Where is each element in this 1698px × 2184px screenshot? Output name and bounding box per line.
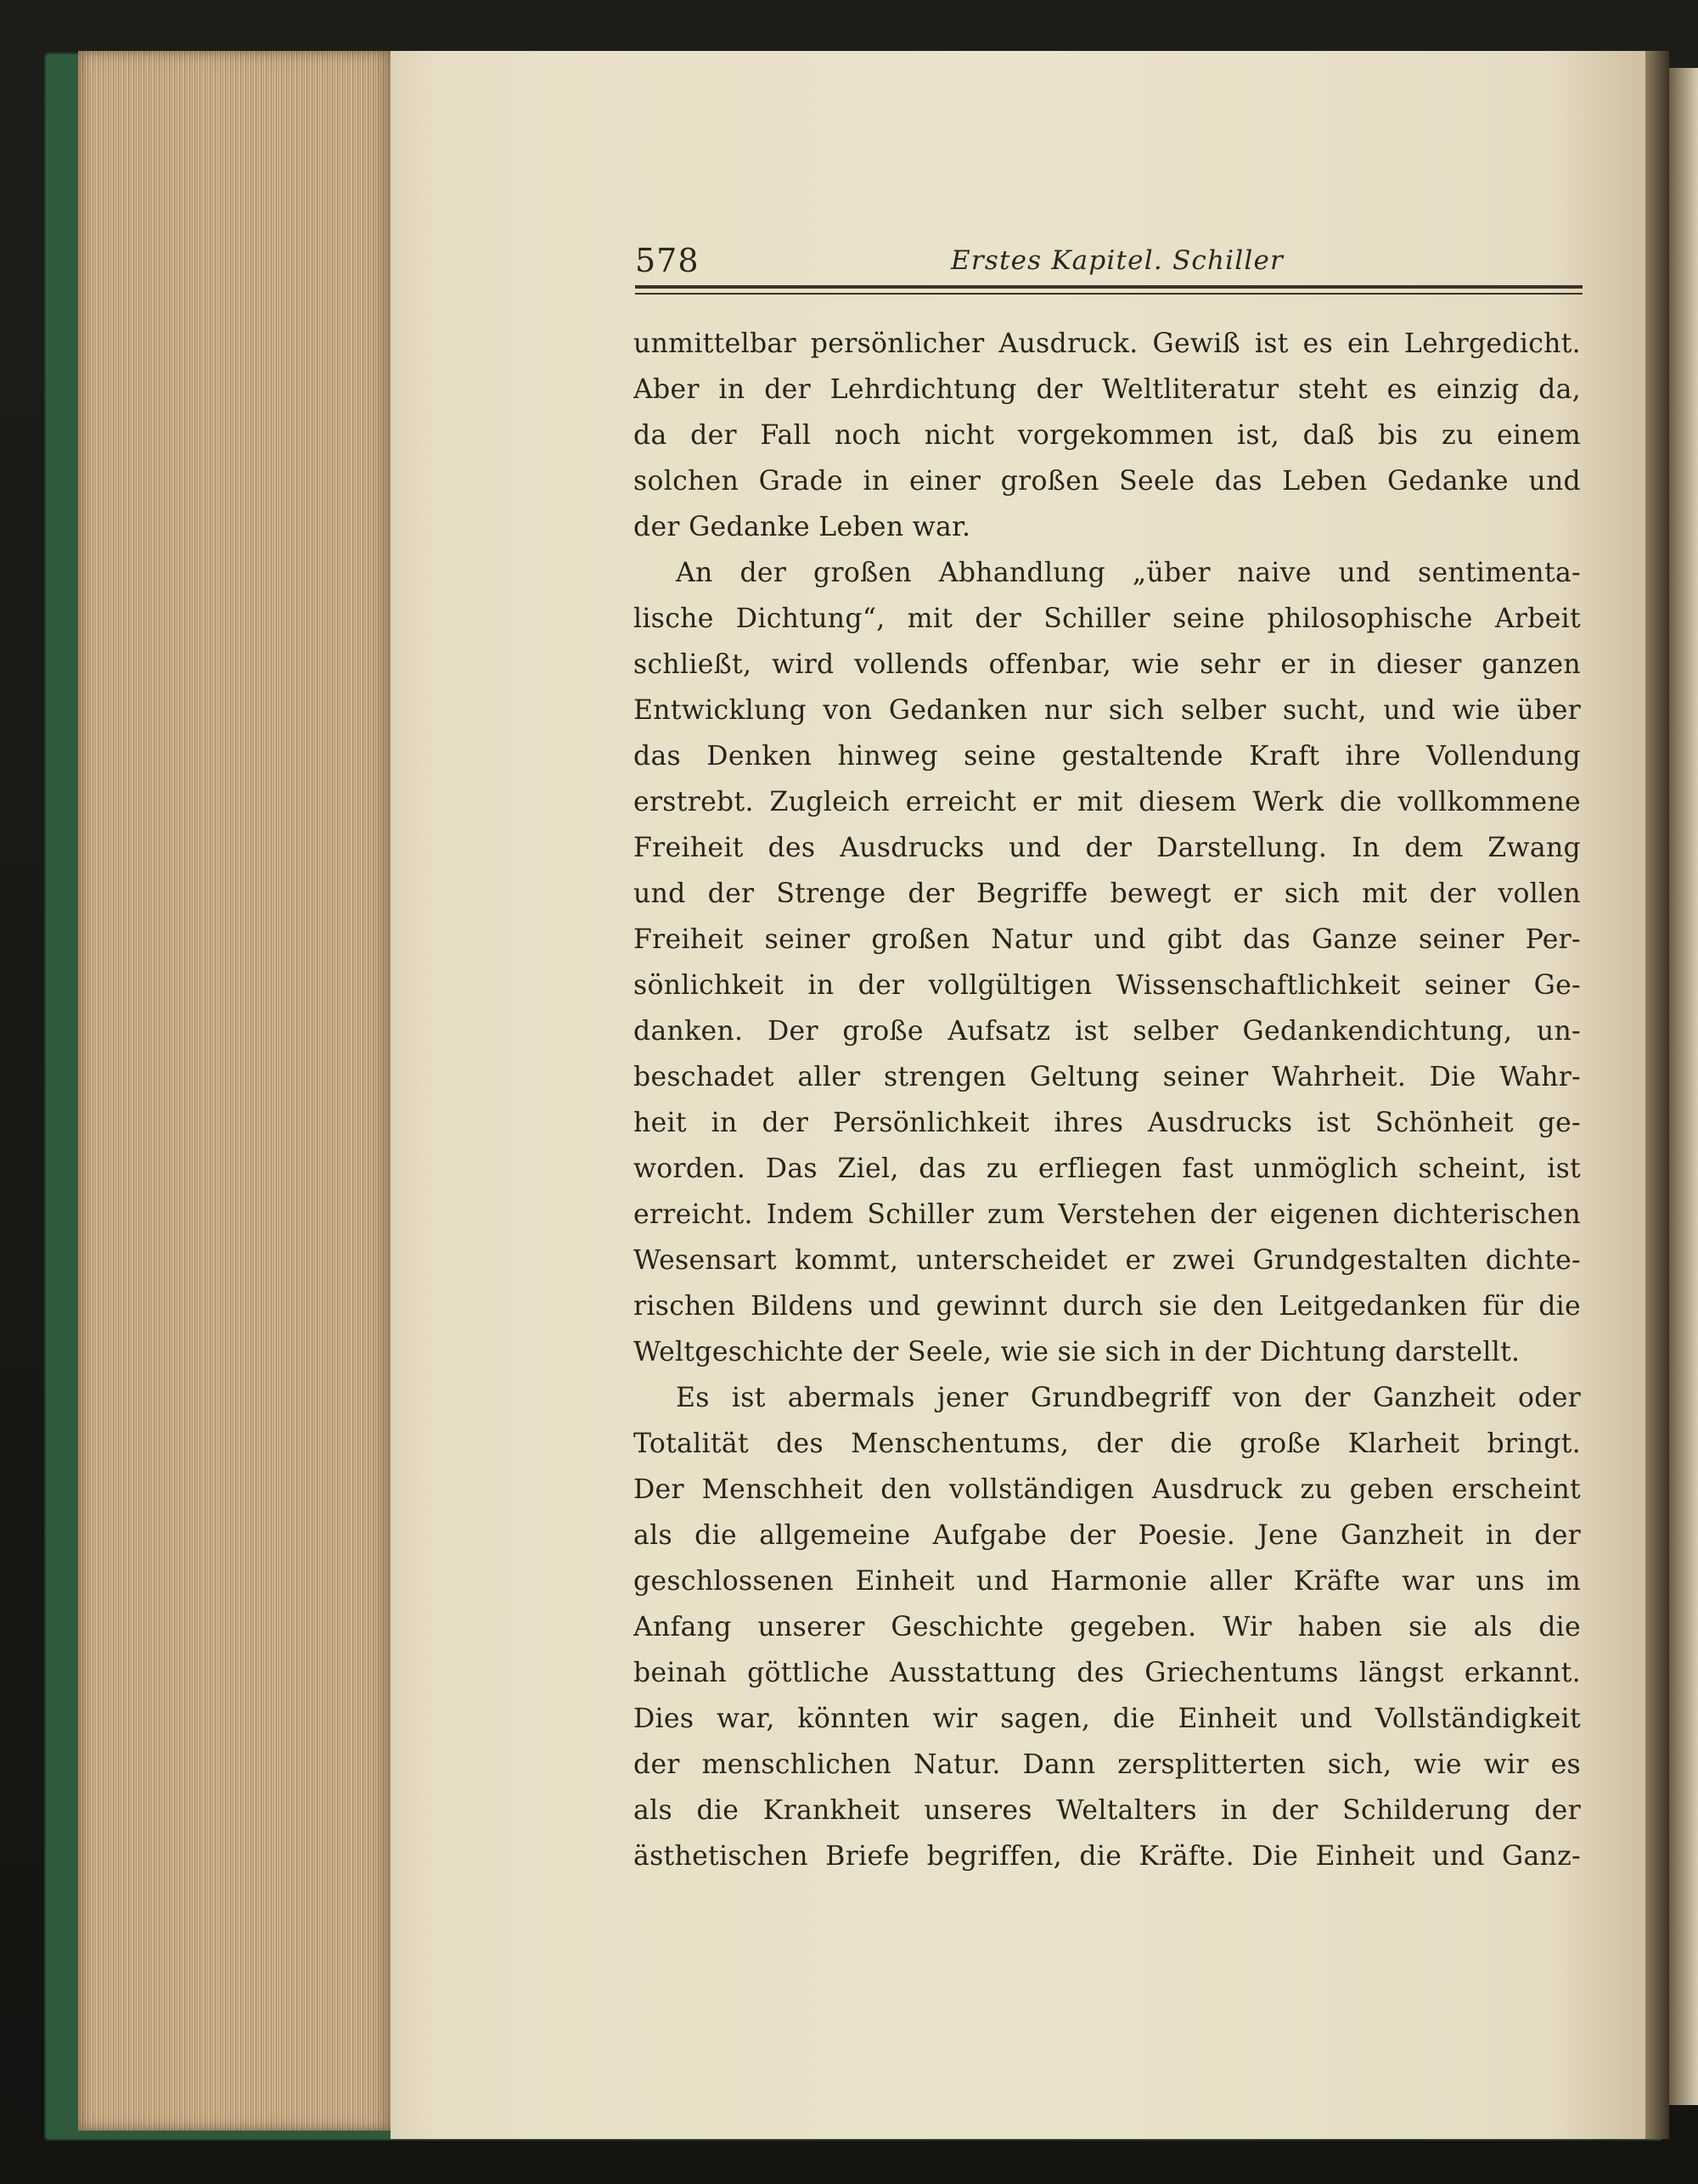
body-text <box>633 321 1581 1879</box>
text-line: da der Fall noch nicht vorgekommen ist, daß bis zu einem <box>633 420 1581 451</box>
chapter-title: Erstes Kapitel. Schiller <box>951 245 1285 276</box>
text-line: Dies war, könnten wir sagen, die Einheit und Vollständigkeit <box>633 1704 1581 1734</box>
text-line: Entwicklung von Gedanken nur sich selber sucht, und wie über <box>633 695 1581 726</box>
text-line: danken. Der große Aufsatz ist selber Gedankendichtung, un- <box>633 1016 1581 1047</box>
text-line: lische Dichtung“, mit der Schiller seine philosophische Arbeit <box>633 604 1581 634</box>
text-line: ästhetischen Briefe begriffen, die Kräfte. Die Einheit und Ganz- <box>633 1841 1581 1872</box>
page-edges <box>78 51 392 2131</box>
book-gutter <box>1645 51 1669 2139</box>
text-line: und der Strenge der Begriffe bewegt er sich mit der vollen <box>633 879 1581 909</box>
text-line: Freiheit seiner großen Natur und gibt das Ganze seiner Per- <box>633 924 1581 955</box>
text-line: worden. Das Ziel, das zu erfliegen fast unmöglich scheint, ist <box>633 1154 1581 1184</box>
header-rule-thin <box>635 293 1583 295</box>
text-line: Totalität des Menschentums, der die große Klarheit bringt. <box>633 1429 1581 1459</box>
header-rule-thick <box>635 285 1583 289</box>
running-head <box>635 239 1577 282</box>
text-line: solchen Grade in einer großen Seele das Leben Gedanke und <box>633 466 1581 497</box>
text-line: Es ist abermals jener Grundbegriff von der Ganzheit oder <box>676 1383 1581 1413</box>
text-line: Der Menschheit den vollständigen Ausdruck zu geben erscheint <box>633 1474 1581 1505</box>
text-line: beinah göttliche Ausstattung des Griechentums längst erkannt. <box>633 1658 1581 1688</box>
text-line: geschlossenen Einheit und Harmonie aller Kräfte war uns im <box>633 1566 1581 1597</box>
text-line: Anfang unserer Geschichte gegeben. Wir haben sie als die <box>633 1612 1581 1642</box>
page-number: 578 <box>635 242 700 279</box>
text-line: beschadet aller strengen Geltung seiner Wahrheit. Die Wahr- <box>633 1062 1581 1092</box>
text-line: unmittelbar persönlicher Ausdruck. Gewiß ist es ein Lehrgedicht. <box>633 328 1581 359</box>
text-line: heit in der Persönlichkeit ihres Ausdrucks ist Schönheit ge- <box>633 1108 1581 1138</box>
text-line: rischen Bildens und gewinnt durch sie den Leitgedanken für die <box>633 1291 1581 1322</box>
text-line: erreicht. Indem Schiller zum Verstehen der eigenen dichterischen <box>633 1199 1581 1230</box>
text-line: der Gedanke Leben war. <box>633 512 971 542</box>
text-line: Freiheit des Ausdrucks und der Darstellung. In dem Zwang <box>633 833 1581 863</box>
text-line: das Denken hinweg seine gestaltende Kraft ihre Vollendung <box>633 741 1581 772</box>
text-line: schließt, wird vollends offenbar, wie sehr er in dieser ganzen <box>633 649 1581 680</box>
text-line: der menschlichen Natur. Dann zersplitterten sich, wie wir es <box>633 1749 1581 1780</box>
text-line: Aber in der Lehrdichtung der Weltliteratur steht es einzig da, <box>633 374 1581 405</box>
text-line: als die Krankheit unseres Weltalters in der Schilderung der <box>633 1795 1581 1826</box>
text-line: sönlichkeit in der vollgültigen Wissenschaftlichkeit seiner Ge- <box>633 970 1581 1001</box>
text-line: als die allgemeine Aufgabe der Poesie. Jene Ganzheit in der <box>633 1520 1581 1551</box>
facing-page-edge <box>1669 68 1698 2105</box>
text-line: erstrebt. Zugleich erreicht er mit diesem Werk die vollkommene <box>633 787 1581 817</box>
text-line: Wesensart kommt, unterscheidet er zwei Grundgestalten dichte- <box>633 1245 1581 1276</box>
text-line: Weltgeschichte der Seele, wie sie sich in der Dichtung darstellt. <box>633 1337 1521 1367</box>
text-line: An der großen Abhandlung „über naive und sentimenta- <box>676 558 1581 588</box>
